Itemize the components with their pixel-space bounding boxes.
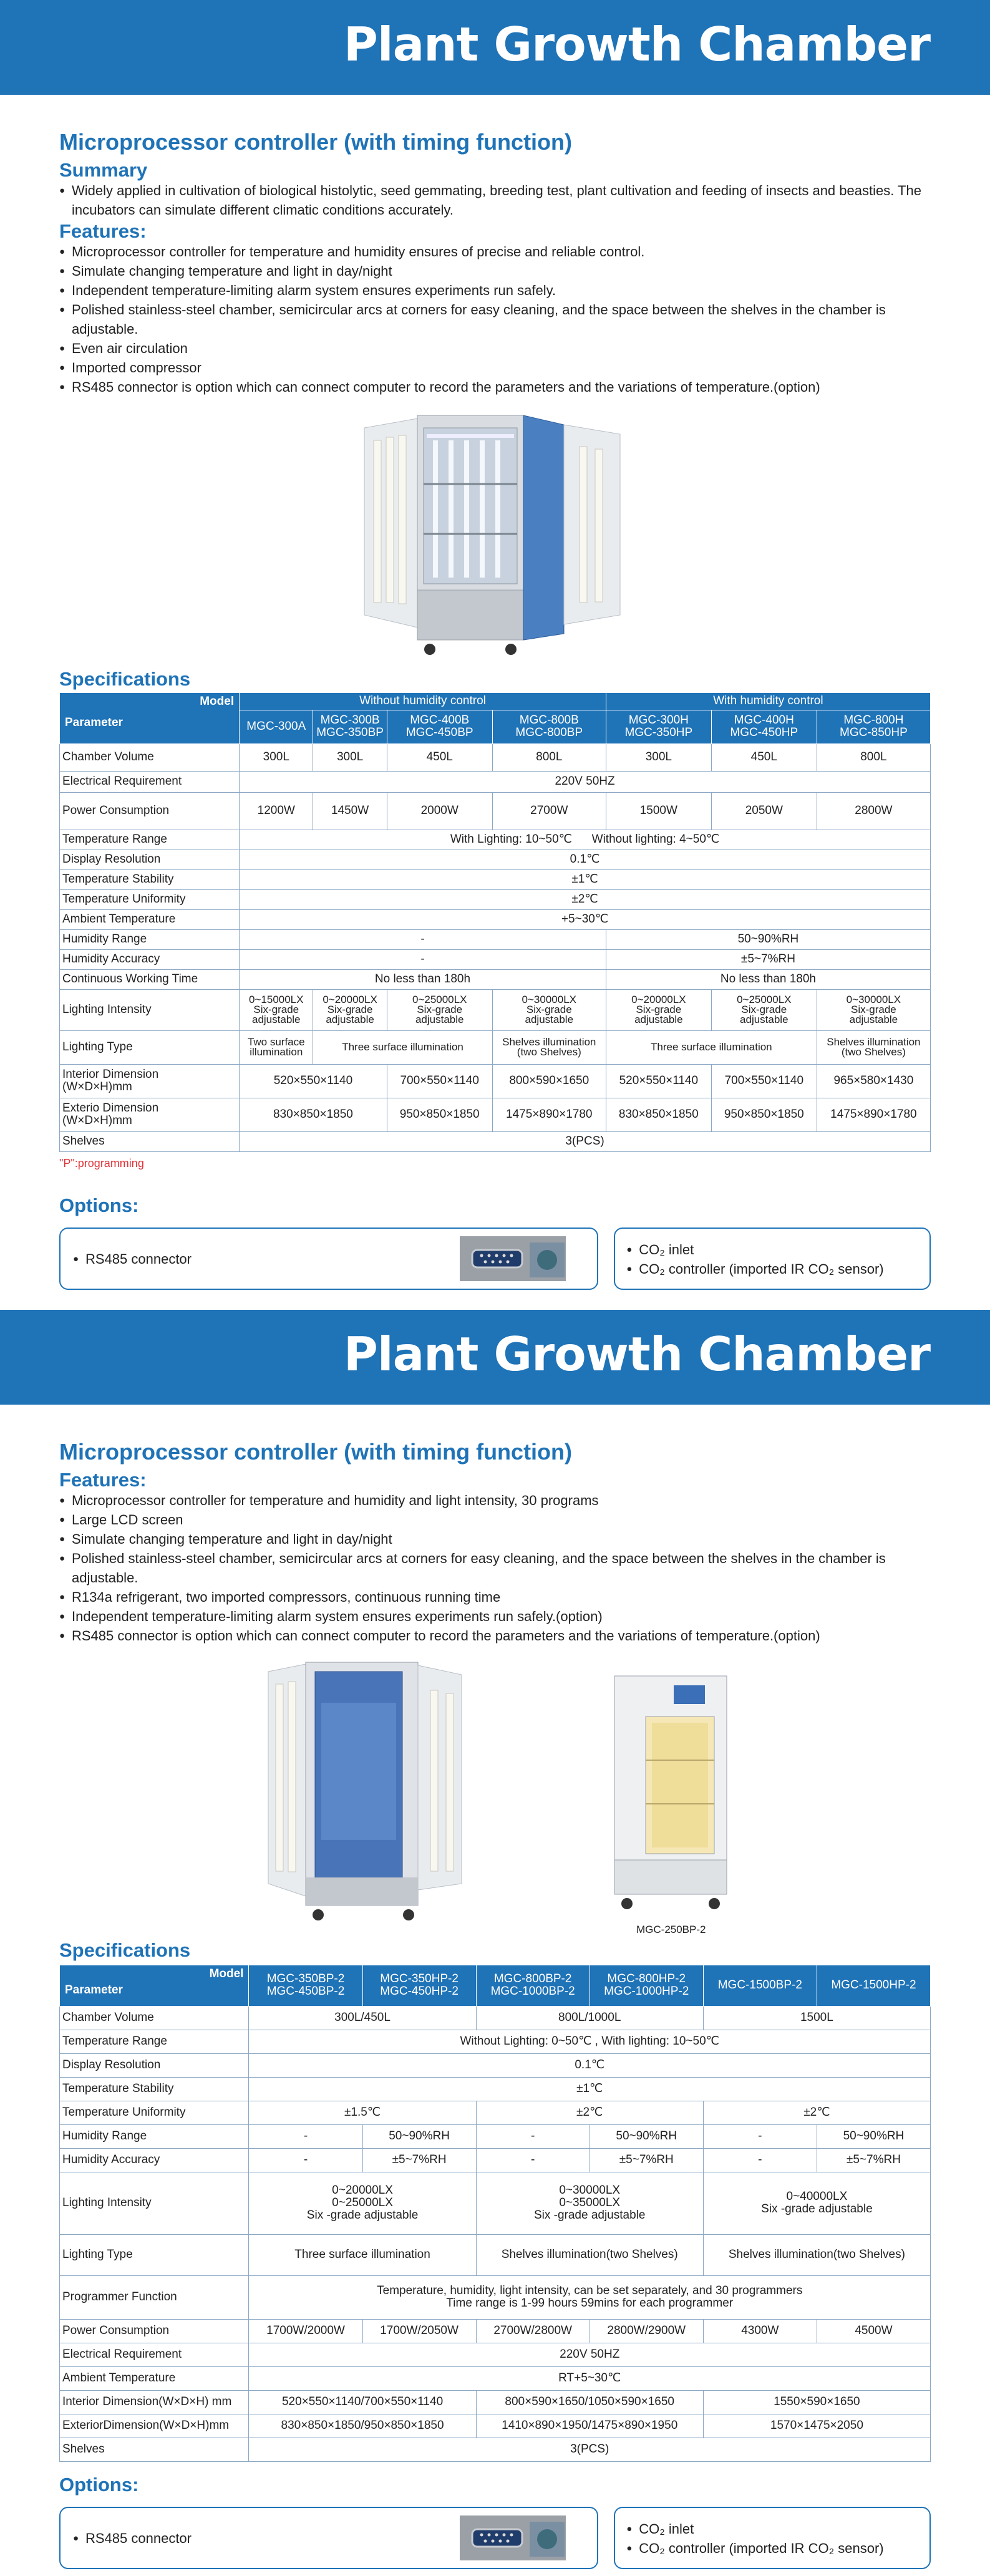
section-1-subtitle: Microprocessor controller (with timing function): [59, 129, 573, 155]
table-row: [60, 2414, 931, 2438]
options-heading-2: Options:: [59, 2473, 139, 2496]
feature-item: ● R134a refrigerant, two imported compressors, continuous running time: [59, 1587, 931, 1607]
table-row: [60, 2006, 931, 2030]
cell: 3(PCS): [249, 2438, 931, 2461]
cell: 4500W: [817, 2319, 930, 2343]
cell: +5~30℃: [240, 909, 931, 929]
cell: 300L: [606, 743, 711, 771]
option-rs485: ● RS485 connector: [73, 1249, 192, 1269]
cell: RT+5~30℃: [249, 2366, 931, 2390]
features-heading-2: Features:: [59, 1468, 147, 1491]
model-label: Model: [200, 694, 235, 708]
row-label: Temperature Range: [60, 2030, 249, 2053]
table-row: [60, 743, 931, 771]
cell: With Lighting: 10~50℃ Without lighting: 4~50℃: [240, 830, 931, 850]
table-row: [60, 909, 931, 929]
row-label: Exterio Dimension (W×D×H)mm: [60, 1098, 240, 1131]
feature-item: ● Independent temperature-limiting alarm system ensures experiments run safely.(option): [59, 1607, 931, 1626]
cell: 220V 50HZ: [249, 2343, 931, 2366]
cell: No less than 180h: [240, 969, 606, 989]
row-label: Temperature Stability: [60, 869, 240, 889]
section-1: [0, 130, 990, 1290]
cell: Two surface illumination: [240, 1030, 313, 1064]
table-row: [60, 1131, 931, 1151]
section-2-subtitle: Microprocessor controller (with timing function): [59, 1438, 573, 1465]
row-label: Humidity Accuracy: [60, 2148, 249, 2172]
table-row: [60, 2275, 931, 2319]
cell: Shelves illumination (two Shelves): [817, 1030, 930, 1064]
table-row: [60, 2053, 931, 2077]
cell: 0~20000LX Six-grade adjustable: [313, 989, 387, 1030]
programming-note: "P":programming: [59, 1156, 144, 1169]
cell: ±5~7%RH: [362, 2148, 476, 2172]
table-row: [60, 830, 931, 850]
cell: 830×850×1850/950×850×1850: [249, 2414, 476, 2438]
cell: Three surface illumination: [606, 1030, 817, 1064]
cell: 1570×1475×2050: [703, 2414, 930, 2438]
cell: 450L: [711, 743, 817, 771]
row-label: Interior Dimension(W×D×H) mm: [60, 2390, 249, 2414]
feature-item: ● Simulate changing temperature and light in day/night: [59, 1529, 931, 1549]
spec-table-2: [59, 1965, 931, 2462]
cell: 800L/1000L: [476, 2006, 703, 2030]
row-label: Lighting Intensity: [60, 989, 240, 1030]
features-heading-1: Features:: [59, 220, 147, 242]
cell: 2050W: [711, 792, 817, 830]
cell: 50~90%RH: [362, 2124, 476, 2148]
row-label: Temperature Range: [60, 830, 240, 850]
cell: -: [703, 2148, 817, 2172]
options-row-2: [59, 2507, 931, 2569]
cell: 800L: [817, 743, 930, 771]
cell: 800L: [492, 743, 606, 771]
image-caption: MGC-250BP-2: [636, 1923, 706, 1935]
cell: 0~30000LX Six-grade adjustable: [492, 989, 606, 1030]
product-image-mgc-250bp-2: [608, 1673, 733, 1922]
row-label: Display Resolution: [60, 850, 240, 869]
row-label: Electrical Requirement: [60, 2343, 249, 2366]
section-2: [0, 1440, 990, 2569]
cell: 0~30000LX Six-grade adjustable: [817, 989, 930, 1030]
cell: 2000W: [387, 792, 492, 830]
cell: 800×590×1650: [492, 1064, 606, 1098]
cell: ±2℃: [476, 2101, 703, 2124]
cell: 2800W/2900W: [590, 2319, 703, 2343]
cell: 965×580×1430: [817, 1064, 930, 1098]
option-co2-controller: ● CO₂ controller (imported IR CO₂ sensor): [626, 2539, 883, 2558]
table-row: [60, 2030, 931, 2053]
cell: 300L: [240, 743, 313, 771]
model-header: MGC-300B MGC-350BP: [313, 710, 387, 743]
option-rs485: ● RS485 connector: [73, 2529, 192, 2548]
cell: ±5~7%RH: [590, 2148, 703, 2172]
option-box-right: [614, 1227, 931, 1290]
rs485-connector-image: [460, 1236, 566, 1281]
cell: 1550×590×1650: [703, 2390, 930, 2414]
group-without-humidity: Without humidity control: [240, 692, 606, 710]
table-row: [60, 929, 931, 949]
feature-item: ● Independent temperature-limiting alarm system ensures experiments run safely.: [59, 281, 931, 300]
cell: 1700W/2050W: [362, 2319, 476, 2343]
table-row: [60, 2077, 931, 2101]
cell: 220V 50HZ: [240, 771, 931, 792]
table-row: [60, 771, 931, 792]
cell: -: [249, 2148, 362, 2172]
product-image-open-chamber: [358, 409, 633, 665]
row-label: ExteriorDimension(W×D×H)mm: [60, 2414, 249, 2438]
summary-text: ● Widely applied in cultivation of biological histolytic, seed gemmating, breeding test, plant cultivation and feeding of insects and beasties. The incubators can simulate different climatic conditions accurately.: [59, 181, 931, 220]
cell: -: [240, 929, 606, 949]
cell: 1475×890×1780: [492, 1098, 606, 1131]
row-label: Temperature Stability: [60, 2077, 249, 2101]
cell: -: [703, 2124, 817, 2148]
model-header: MGC-350HP-2 MGC-450HP-2: [362, 1965, 476, 2006]
cell: No less than 180h: [606, 969, 930, 989]
cell: ±5~7%RH: [817, 2148, 930, 2172]
feature-item: ● Imported compressor: [59, 358, 931, 377]
table-row: [60, 969, 931, 989]
option-co2-controller: ● CO₂ controller (imported IR CO₂ sensor): [626, 1259, 883, 1279]
cell: 0~40000LX Six -grade adjustable: [703, 2172, 930, 2234]
feature-item: ● Simulate changing temperature and light in day/night: [59, 261, 931, 281]
summary-heading: Summary: [59, 158, 148, 181]
cell: 520×550×1140: [606, 1064, 711, 1098]
cell: Shelves illumination(two Shelves): [703, 2234, 930, 2275]
model-header: MGC-350BP-2 MGC-450BP-2: [249, 1965, 362, 2006]
row-label: Humidity Range: [60, 2124, 249, 2148]
cell: 2800W: [817, 792, 930, 830]
cell: 2700W: [492, 792, 606, 830]
table-row: [60, 889, 931, 909]
row-label: Temperature Uniformity: [60, 889, 240, 909]
cell: 700×550×1140: [711, 1064, 817, 1098]
table-row: [60, 1098, 931, 1131]
cell: 800×590×1650/1050×590×1650: [476, 2390, 703, 2414]
cell: 0~20000LX Six-grade adjustable: [606, 989, 711, 1030]
table-row: [60, 869, 931, 889]
cell: ±2℃: [240, 889, 931, 909]
features-list-2: [59, 1491, 931, 1645]
cell: 1200W: [240, 792, 313, 830]
cell: Without Lighting: 0~50℃ , With lighting: 10~50℃: [249, 2030, 931, 2053]
cell: 950×850×1850: [711, 1098, 817, 1131]
cell: 0.1℃: [240, 850, 931, 869]
product-images-2: [59, 1659, 931, 1940]
table-row: [60, 2172, 931, 2234]
cell: -: [249, 2124, 362, 2148]
feature-item: ● Microprocessor controller for temperature and humidity and light intensity, 30 programs: [59, 1491, 931, 1510]
row-label: Temperature Uniformity: [60, 2101, 249, 2124]
table-row: [60, 2390, 931, 2414]
option-box-left-2: [59, 2507, 598, 2569]
row-label: Lighting Intensity: [60, 2172, 249, 2234]
cell: 300L: [313, 743, 387, 771]
group-with-humidity: With humidity control: [606, 692, 930, 710]
cell: 4300W: [703, 2319, 817, 2343]
table-row: [60, 2319, 931, 2343]
table-row: [60, 1064, 931, 1098]
table-row: [60, 2438, 931, 2461]
cell: Temperature, humidity, light intensity, can be set separately, and 30 programmers Time range is 1-99 hours 59mins for each programmer: [249, 2275, 931, 2319]
row-label: Continuous Working Time: [60, 969, 240, 989]
cell: 0~20000LX 0~25000LX Six -grade adjustable: [249, 2172, 476, 2234]
cell: 830×850×1850: [606, 1098, 711, 1131]
feature-item: ● RS485 connector is option which can connect computer to record the parameters and the variations of temperature.(option): [59, 1626, 931, 1645]
model-header: MGC-800B MGC-800BP: [492, 710, 606, 743]
banner-title-2: Plant Growth Chamber: [343, 1326, 930, 1382]
cell: ±2℃: [703, 2101, 930, 2124]
row-label: Lighting Type: [60, 2234, 249, 2275]
cell: -: [476, 2148, 590, 2172]
row-label: Display Resolution: [60, 2053, 249, 2077]
row-label: Ambient Temperature: [60, 909, 240, 929]
feature-item: ● Even air circulation: [59, 339, 931, 358]
feature-item: ● Polished stainless-steel chamber, semicircular arcs at corners for easy cleaning, and the space between the shelves in the chamber is adjustable.: [59, 300, 931, 339]
options-row-1: [59, 1227, 931, 1290]
cell: 1700W/2000W: [249, 2319, 362, 2343]
param-label: Parameter: [65, 1983, 123, 1997]
feature-item: ● Polished stainless-steel chamber, semicircular arcs at corners for easy cleaning, and the space between the shelves in the chamber is adjustable.: [59, 1549, 931, 1587]
table-row: [60, 792, 931, 830]
table-row: [60, 989, 931, 1030]
cell: ±1.5℃: [249, 2101, 476, 2124]
model-header: MGC-300H MGC-350HP: [606, 710, 711, 743]
row-label: Lighting Type: [60, 1030, 240, 1064]
option-box-right-2: [614, 2507, 931, 2569]
cell: Shelves illumination (two Shelves): [492, 1030, 606, 1064]
model-header: MGC-800BP-2 MGC-1000BP-2: [476, 1965, 590, 2006]
table-row: [60, 1030, 931, 1064]
cell: 1475×890×1780: [817, 1098, 930, 1131]
table-row: [60, 2101, 931, 2124]
cell: 300L/450L: [249, 2006, 476, 2030]
cell: -: [240, 949, 606, 969]
row-label: Shelves: [60, 2438, 249, 2461]
cell: -: [476, 2124, 590, 2148]
table-row: [60, 2124, 931, 2148]
cell: ±1℃: [249, 2077, 931, 2101]
row-label: Power Consumption: [60, 792, 240, 830]
row-label: Power Consumption: [60, 2319, 249, 2343]
model-header: MGC-1500BP-2: [703, 1965, 817, 2006]
feature-item: ● Microprocessor controller for temperature and humidity ensures of precise and reliable control.: [59, 242, 931, 261]
cell: 450L: [387, 743, 492, 771]
table-row: [60, 2366, 931, 2390]
feature-item: ● RS485 connector is option which can connect computer to record the parameters and the variations of temperature.(option): [59, 377, 931, 397]
cell: ±1℃: [240, 869, 931, 889]
param-label: Parameter: [65, 715, 123, 729]
cell: 2700W/2800W: [476, 2319, 590, 2343]
cell: 50~90%RH: [817, 2124, 930, 2148]
model-header: MGC-300A: [240, 710, 313, 743]
option-co2-inlet: ● CO₂ inlet: [626, 1240, 883, 1259]
cell: 3(PCS): [240, 1131, 931, 1151]
cell: 50~90%RH: [606, 929, 930, 949]
options-heading-1: Options:: [59, 1194, 139, 1216]
model-header: MGC-400B MGC-450BP: [387, 710, 492, 743]
model-header: MGC-800HP-2 MGC-1000HP-2: [590, 1965, 703, 2006]
row-label: Humidity Accuracy: [60, 949, 240, 969]
table-row: [60, 2234, 931, 2275]
features-list-1: [59, 242, 931, 397]
spec-table-1: [59, 692, 931, 1152]
model-header: MGC-1500HP-2: [817, 1965, 930, 2006]
cell: 520×550×1140: [240, 1064, 387, 1098]
summary-list: [59, 181, 931, 220]
second-banner: [0, 1310, 990, 1405]
cell: 830×850×1850: [240, 1098, 387, 1131]
table-row: [60, 2343, 931, 2366]
cell: 950×850×1850: [387, 1098, 492, 1131]
cell: 1500L: [703, 2006, 930, 2030]
cell: 50~90%RH: [590, 2124, 703, 2148]
cell: 1500W: [606, 792, 711, 830]
model-header: MGC-400H MGC-450HP: [711, 710, 817, 743]
cell: 0~15000LX Six-grade adjustable: [240, 989, 313, 1030]
option-box-left: [59, 1227, 598, 1290]
row-label: Chamber Volume: [60, 2006, 249, 2030]
table-corner-cell: [60, 692, 240, 743]
cell: 1410×890×1950/1475×890×1950: [476, 2414, 703, 2438]
cell: 520×550×1140/700×550×1140: [249, 2390, 476, 2414]
cell: 0~25000LX Six-grade adjustable: [711, 989, 817, 1030]
table-corner-cell: [60, 1965, 249, 2006]
cell: 0~30000LX 0~35000LX Six -grade adjustable: [476, 2172, 703, 2234]
model-header: MGC-800H MGC-850HP: [817, 710, 930, 743]
row-label: Chamber Volume: [60, 743, 240, 771]
feature-item: ● Large LCD screen: [59, 1510, 931, 1529]
row-label: Interior Dimension (W×D×H)mm: [60, 1064, 240, 1098]
table-row: [60, 2148, 931, 2172]
spec-heading-2: Specifications: [59, 1939, 191, 1961]
rs485-connector-image: [460, 2515, 566, 2560]
product-image-blue-chamber: [262, 1659, 468, 1927]
table-row: [60, 949, 931, 969]
cell: 0~25000LX Six-grade adjustable: [387, 989, 492, 1030]
spec-heading-1: Specifications: [59, 667, 191, 690]
row-label: Electrical Requirement: [60, 771, 240, 792]
cell: 0.1℃: [249, 2053, 931, 2077]
cell: ±5~7%RH: [606, 949, 930, 969]
row-label: Ambient Temperature: [60, 2366, 249, 2390]
cell: 1450W: [313, 792, 387, 830]
cell: Three surface illumination: [249, 2234, 476, 2275]
table-row: [60, 850, 931, 869]
cell: 700×550×1140: [387, 1064, 492, 1098]
row-label: Shelves: [60, 1131, 240, 1151]
row-label: Programmer Function: [60, 2275, 249, 2319]
row-label: Humidity Range: [60, 929, 240, 949]
top-banner: [0, 0, 990, 95]
model-label: Model: [209, 1967, 244, 1980]
option-co2-inlet: ● CO₂ inlet: [626, 2519, 883, 2539]
cell: Shelves illumination(two Shelves): [476, 2234, 703, 2275]
banner-title: Plant Growth Chamber: [343, 17, 930, 72]
cell: Three surface illumination: [313, 1030, 492, 1064]
